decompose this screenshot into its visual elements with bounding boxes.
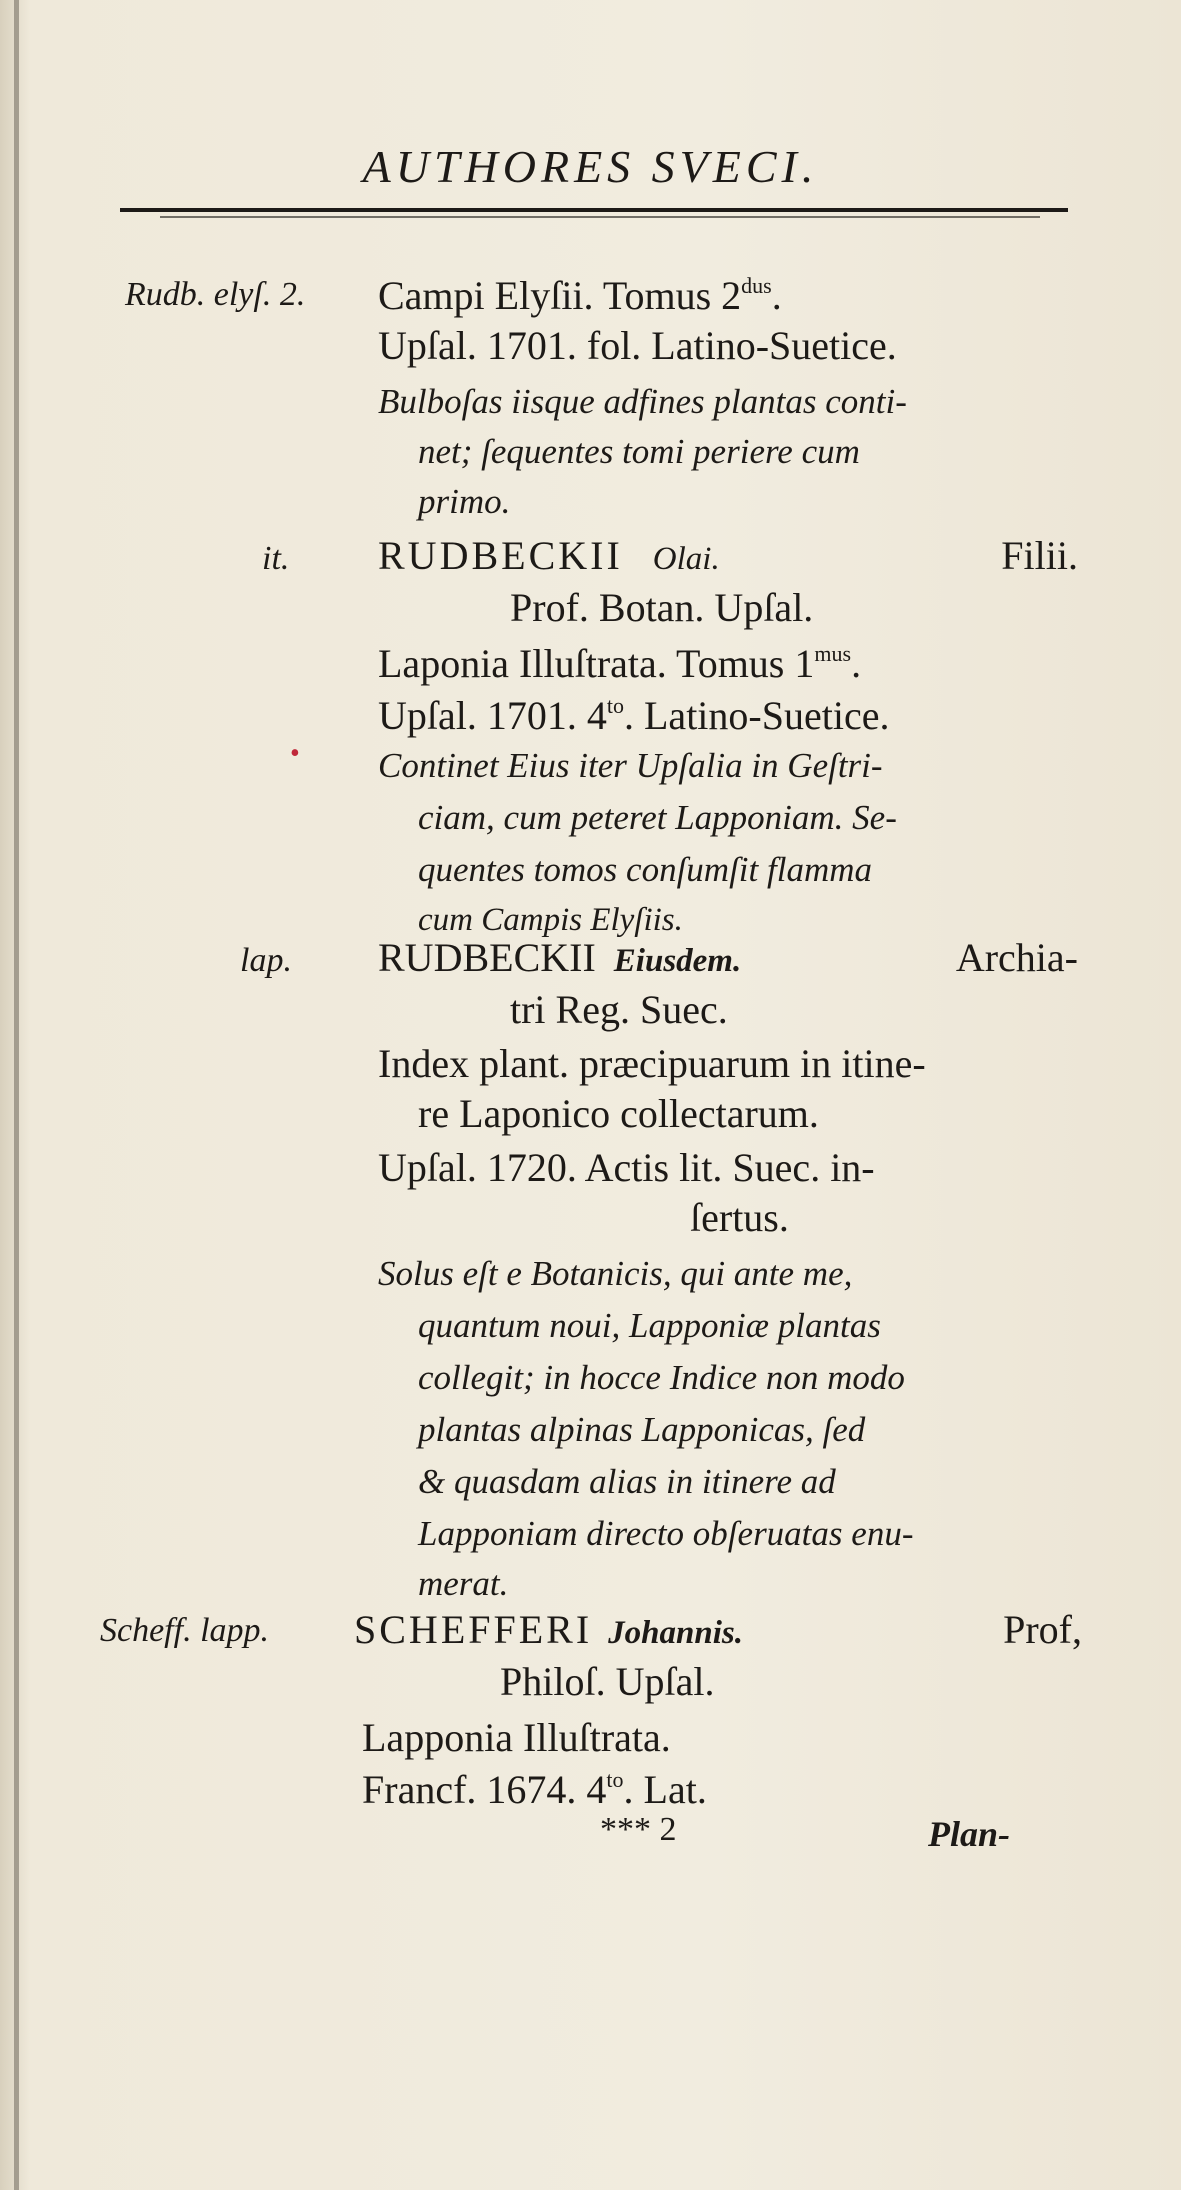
entry-note: Solus eſt e Botanicis, qui ante me, bbox=[378, 1254, 853, 1293]
entry-line: Philoſ. Upſal. bbox=[500, 1659, 715, 1704]
entry-line: Laponia Illuſtrata. Tomus $1^{mus}$. bbox=[378, 641, 862, 686]
entry-note: collegit; in hocce Indice non modo bbox=[418, 1358, 905, 1397]
entry-line: ſertus. bbox=[690, 1195, 789, 1240]
entry-note: cum Campis Elyſiis. bbox=[418, 902, 683, 938]
margin-marker: lap. bbox=[240, 942, 292, 979]
entry-line: Index plant. præcipuarum in itine- bbox=[378, 1041, 926, 1086]
entry-note: Bulboſas iisque adfines plantas conti- bbox=[378, 382, 907, 421]
margin-marker: it. bbox=[262, 540, 290, 577]
entry-line: Upſal. 1701. $4^{to}$. Latino-Suetice. bbox=[378, 693, 890, 738]
entry-line: Prof. Botan. Upſal. bbox=[510, 585, 814, 630]
catchword: Plan- bbox=[928, 1814, 1011, 1854]
signature-mark: *** 2 bbox=[600, 1811, 677, 1848]
entry-heading: SCHEFFERI Johannis. Prof, bbox=[354, 1607, 1082, 1652]
entry-note: ciam, cum peteret Lapponiam. Se- bbox=[418, 798, 897, 837]
page-gutter bbox=[14, 0, 19, 2190]
margin-marker: Rudb. elyſ. 2. bbox=[125, 276, 306, 313]
entry-line: re Laponico collectarum. bbox=[418, 1091, 819, 1136]
entry-line: Francf. 1674. $4^{to}$. Lat. bbox=[362, 1767, 707, 1812]
entry-line: tri Reg. Suec. bbox=[510, 987, 728, 1032]
entry-heading: RUDBECKII Eiusdem. Archia- bbox=[378, 935, 1078, 980]
entry-note: merat. bbox=[418, 1564, 509, 1603]
entry-line: Campi Elyſii. Tomus $2^{dus}$. bbox=[378, 273, 782, 318]
entry-note: Lapponiam directo obſeruatas enu- bbox=[418, 1514, 914, 1553]
entry-line: Upſal. 1720. Actis lit. Suec. in- bbox=[378, 1145, 875, 1190]
entry-line: Lapponia Illuſtrata. bbox=[362, 1715, 671, 1760]
entry-line: Upſal. 1701. fol. Latino-Suetice. bbox=[378, 323, 897, 368]
running-header: AUTHORES SVECI. bbox=[362, 141, 819, 192]
entry-note: quentes tomos conſumſit flamma bbox=[418, 850, 872, 889]
header-rule-thin bbox=[160, 216, 1040, 218]
header-rule bbox=[120, 208, 1068, 212]
entry-note: net; ſequentes tomi periere cum bbox=[418, 432, 860, 471]
entry-note: & quasdam alias in itinere ad bbox=[418, 1462, 836, 1501]
entry-note: primo. bbox=[418, 482, 511, 521]
bullet-mark: • bbox=[290, 738, 300, 769]
entry-note: quantum noui, Lapponiæ plantas bbox=[418, 1306, 881, 1345]
entry-note: Continet Eius iter Upſalia in Geſtri- bbox=[378, 746, 883, 785]
entry-heading: RUDBECKII Olai. Filii. bbox=[378, 533, 1078, 578]
margin-marker: Scheff. lapp. bbox=[100, 1612, 270, 1649]
entry-note: plantas alpinas Lapponicas, ſed bbox=[418, 1410, 866, 1449]
